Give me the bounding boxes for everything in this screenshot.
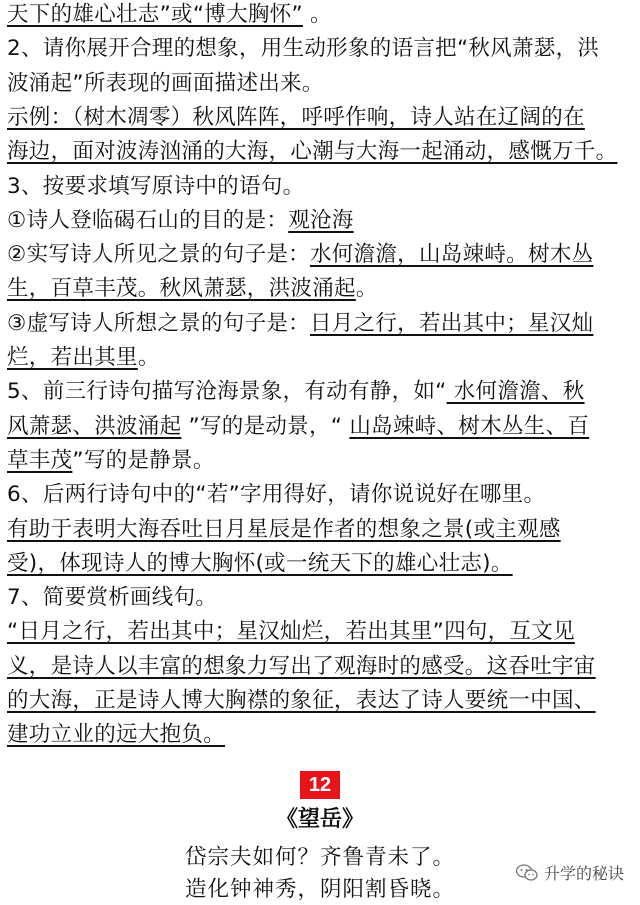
- text-line: [7, 69, 324, 99]
- line-segment: 5、前三行诗句描写沧海景象，有动有静，如“: [7, 379, 447, 405]
- line-segment: ”写的是静景。: [72, 447, 215, 473]
- line-segment: ”写的是动景，“: [181, 413, 350, 439]
- underlined-answer: 烂，若出其里: [7, 345, 138, 370]
- underlined-answer: 受)，体现诗人的博大胸怀(或一统天下的雄心壮志)。: [7, 550, 513, 576]
- line-segment: 6、后两行诗句中的“若”字用得好，请你说说好在哪里。: [7, 482, 546, 508]
- line-segment: 2、请你展开合理的想象，用生动形象的语言把“秋风萧瑟，洪: [7, 36, 600, 62]
- line-segment: 。: [355, 276, 378, 302]
- line-segment: 。: [302, 2, 332, 27]
- text-line: [7, 515, 561, 545]
- line-segment: ②实写诗人所见之景的句子是：: [7, 242, 310, 268]
- text-line: [7, 0, 332, 30]
- poem-title: 《望岳》: [275, 807, 364, 832]
- text-line: [7, 34, 599, 64]
- underlined-answer: 山岛竦峙、树木丛生、百: [349, 413, 590, 439]
- text-line: [7, 480, 545, 510]
- watermark-text: 升学的秘诀: [543, 864, 624, 883]
- underlined-answer: 风萧瑟、洪波涌起: [7, 413, 182, 439]
- poem-line-2: 造化钟神秀，阴阳割昏晓。: [184, 877, 455, 902]
- wechat-icon: [516, 864, 538, 882]
- line-segment: 3、按要求填写原诗中的语句。: [7, 173, 305, 199]
- underlined-answer: 示例：（树木凋零）秋风阵阵，呼呼作响，诗人站在辽阔的在: [7, 104, 585, 130]
- underlined-answer: 海边，面对波涛汹涌的大海，心潮与大海一起涌动，感慨万千。: [7, 139, 618, 165]
- text-line: [7, 549, 513, 579]
- section-number-badge: 12: [300, 771, 340, 799]
- text-line: [7, 103, 585, 133]
- underlined-answer: 观沧海: [288, 207, 354, 233]
- line-segment: ①诗人登临碣石山的目的是：: [7, 207, 289, 233]
- text-line: [7, 617, 575, 647]
- text-line: [7, 583, 217, 613]
- text-line: [7, 172, 304, 202]
- underlined-answer: “日月之行，若出其中；星汉灿烂，若出其里”四句，互文见: [7, 619, 575, 645]
- underlined-answer: 水何澹澹，山岛竦峙。树木丛: [309, 242, 594, 268]
- underlined-answer: 生，百草丰茂。秋风萧瑟，洪波涌起: [7, 276, 356, 302]
- text-line: [7, 240, 593, 270]
- underlined-answer: 建功立业的远大抱负。: [7, 722, 226, 748]
- text-line: [7, 377, 585, 407]
- line-segment: 波涌起”所表现的画面描述出来。: [7, 70, 324, 96]
- underlined-answer: 水何澹澹、秋: [446, 379, 585, 405]
- watermark: [516, 861, 624, 884]
- underlined-answer: 义，是诗人以丰富的想象力写出了观海时的感受。这吞吐宇宙: [7, 653, 596, 679]
- text-line: [7, 720, 225, 750]
- line-segment: 。: [137, 345, 160, 370]
- text-line: [7, 686, 596, 716]
- text-line: [7, 137, 617, 167]
- underlined-answer: 日月之行，若出其中；星汉灿: [309, 310, 594, 336]
- line-segment: ③虚写诗人所想之景的句子是：: [7, 310, 310, 336]
- underlined-answer: 有助于表明大海吞吐日月星辰是作者的想象之景(或主观感: [7, 516, 561, 542]
- text-line: [7, 309, 593, 339]
- text-line: [7, 412, 589, 442]
- line-segment: 7、简要赏析画线句。: [7, 585, 218, 611]
- text-line: [7, 343, 160, 373]
- text-line: [7, 652, 596, 682]
- underlined-answer: 天下的雄心壮志”或“博大胸怀”: [7, 2, 303, 27]
- text-line: [7, 274, 378, 304]
- text-line: [7, 446, 215, 476]
- underlined-answer: 草丰茂: [7, 447, 73, 473]
- poem-line-1: 岱宗夫如何？齐鲁青未了。: [184, 845, 455, 870]
- text-line: [7, 206, 354, 236]
- underlined-answer: 的大海，正是诗人博大胸襟的象征，表达了诗人要统一中国、: [7, 688, 596, 713]
